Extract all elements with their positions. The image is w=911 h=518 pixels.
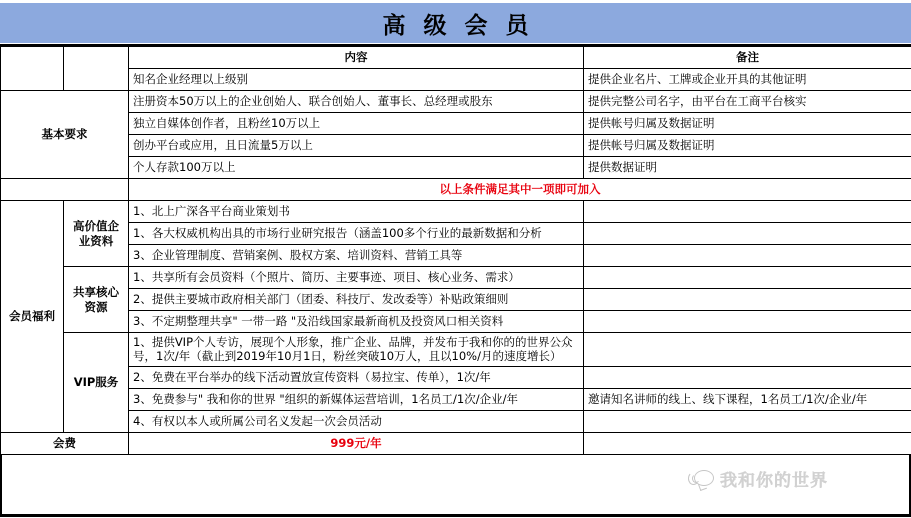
corner-cell-empty-2 xyxy=(64,47,129,91)
benefit-remark-sc-3 xyxy=(584,311,911,333)
benefit-remark-vip-1 xyxy=(584,333,911,367)
benefit-row-sc-2 xyxy=(1,289,911,311)
notice-row xyxy=(1,179,911,201)
benefit-content-sc-3: 3、不定期整理共享" 一带一路 "及沿线国家最新商机及投资风口相关资料 xyxy=(129,311,584,333)
basic-remark-3: 提供帐号归属及数据证明 xyxy=(584,113,911,135)
notice-row-empty-label xyxy=(1,179,129,201)
basic-row-4 xyxy=(1,135,911,157)
basic-row-5 xyxy=(1,157,911,179)
basic-content-3: 独立自媒体创作者，且粉丝10万以上 xyxy=(129,113,584,135)
benefit-row-sc-1 xyxy=(1,267,911,289)
table-header-row xyxy=(1,47,911,69)
benefit-content-sc-2: 2、提供主要城市政府相关部门（团委、科技厅、发改委等）补贴政策细则 xyxy=(129,289,584,311)
benefit-content-vip-2: 2、免费在平台举办的线下活动置放宣传资料（易拉宝、传单），1次/年 xyxy=(129,366,584,388)
watermark-label: 我和你的世界 xyxy=(720,471,828,491)
benefit-row-vip-2 xyxy=(1,366,911,388)
basic-requirements-notice: 以上条件满足其中一项即可加入 xyxy=(129,179,911,201)
membership-table xyxy=(0,46,911,455)
bubble-shape-icon xyxy=(694,470,714,486)
basic-row-3 xyxy=(1,113,911,135)
benefit-content-vip-1: 1、提供VIP个人专访，展现个人形象，推广企业、品牌，并发布于我和你的的世界公众号，1次/年（截止到2019年10月1日，粉丝突破10万人，且以10%/月的速度增长） xyxy=(129,333,584,367)
benefit-content-hv-1: 1、北上广深各平台商业策划书 xyxy=(129,201,584,223)
benefit-remark-hv-1 xyxy=(584,201,911,223)
column-header-remark: 备注 xyxy=(584,47,911,69)
benefit-content-vip-3: 3、免费参与" 我和你的世界 "组织的新媒体运营培训，1名员工/1次/企业/年 xyxy=(129,388,584,410)
title-banner xyxy=(0,3,911,43)
fee-row xyxy=(1,432,911,454)
basic-remark-4: 提供帐号归属及数据证明 xyxy=(584,135,911,157)
watermark xyxy=(688,466,828,491)
benefit-content-hv-2: 1、各大权威机构出具的市场行业研究报告（涵盖100多个行业的最新数据和分析 xyxy=(129,223,584,245)
benefit-remark-vip-3: 邀请知名讲师的线上、线下课程，1名员工/1次/企业/年 xyxy=(584,388,911,410)
page-title: 高 级 会 员 xyxy=(382,12,534,39)
section-label-benefits: 会员福利 xyxy=(1,201,64,433)
fee-value: 999元/年 xyxy=(129,432,584,454)
section-label-basic: 基本要求 xyxy=(1,91,129,179)
fee-remark xyxy=(584,432,911,454)
basic-remark-2: 提供完整公司名字，由平台在工商平台核实 xyxy=(584,91,911,113)
benefit-content-hv-3: 3、企业管理制度、营销案例、股权方案、培训资料、营销工具等 xyxy=(129,245,584,267)
basic-content-2: 注册资本50万以上的企业创始人、联合创始人、董事长、总经理或股东 xyxy=(129,91,584,113)
benefit-row-hv-1 xyxy=(1,201,911,223)
chat-bubble-icon xyxy=(688,468,714,489)
benefit-remark-sc-1 xyxy=(584,267,911,289)
benefit-row-hv-2 xyxy=(1,223,911,245)
benefit-remark-hv-2 xyxy=(584,223,911,245)
benefit-row-vip-3 xyxy=(1,388,911,410)
benefit-content-vip-4: 4、有权以本人或所属公司名义发起一次会员活动 xyxy=(129,410,584,432)
benefit-row-vip-4 xyxy=(1,410,911,432)
benefit-remark-hv-3 xyxy=(584,245,911,267)
basic-remark-1: 提供企业名片、工牌或企业开具的其他证明 xyxy=(584,69,911,91)
group-label-high-value-materials: 高价值企业资料 xyxy=(64,201,129,267)
basic-row-2 xyxy=(1,91,911,113)
signal-arcs-icon xyxy=(688,472,698,484)
benefit-row-hv-3 xyxy=(1,245,911,267)
benefit-remark-vip-4 xyxy=(584,410,911,432)
benefit-row-vip-1 xyxy=(1,333,911,367)
group-label-shared-core-resources: 共享核心资源 xyxy=(64,267,129,333)
group-label-vip-service: VIP服务 xyxy=(64,333,129,433)
basic-remark-5: 提供数据证明 xyxy=(584,157,911,179)
column-header-content: 内容 xyxy=(129,47,584,69)
benefit-remark-vip-2 xyxy=(584,366,911,388)
corner-cell-empty xyxy=(1,47,64,91)
basic-row-1 xyxy=(1,69,911,91)
benefit-row-sc-3 xyxy=(1,311,911,333)
benefit-remark-sc-2 xyxy=(584,289,911,311)
basic-content-4: 创办平台或应用，且日流量5万以上 xyxy=(129,135,584,157)
benefit-content-sc-1: 1、共享所有会员资料（个照片、简历、主要事迹、项目、核心业务、需求） xyxy=(129,267,584,289)
basic-content-1: 知名企业经理以上级别 xyxy=(129,69,584,91)
section-label-fee: 会费 xyxy=(1,432,129,454)
basic-content-5: 个人存款100万以上 xyxy=(129,157,584,179)
table-bottom-border xyxy=(0,514,911,517)
